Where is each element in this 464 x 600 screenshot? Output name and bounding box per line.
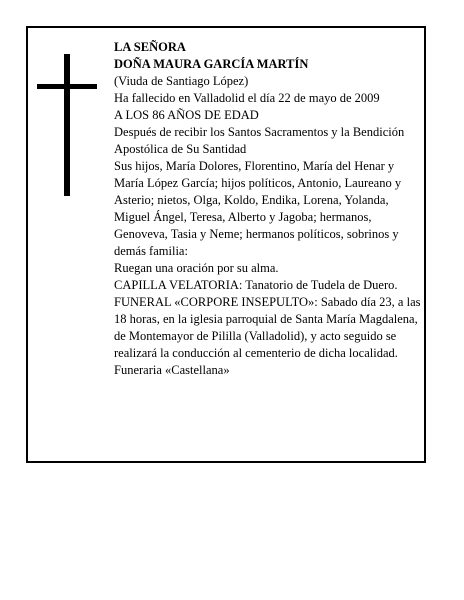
cross-icon bbox=[64, 54, 70, 196]
cross-icon-crossbar bbox=[37, 84, 97, 89]
notice-age: A LOS 86 AÑOS DE EDAD bbox=[114, 108, 259, 122]
notice-death-date: Ha fallecido en Valladolid el día 22 de mayo de 2009 bbox=[114, 91, 380, 105]
notice-chapel: CAPILLA VELATORIA: Tanatorio de Tudela de Duero. bbox=[114, 278, 398, 292]
notice-funeral-home: Funeraria «Castellana» bbox=[114, 363, 230, 377]
notice-prayer: Ruegan una oración por su alma. bbox=[114, 261, 279, 275]
notice-family: Sus hijos, María Dolores, Florentino, María del Henar y María López García; hijos políticos, Antonio, Laureano y Asterio; nietos, Olga, Koldo, Endika, Lorena, Yolanda, Miguel Ángel, Teresa, Alberto y Jagoba; hermanos, Genoveva, Tasia y Neme; hermanos políticos, sobrinos y demás familia: bbox=[114, 159, 402, 258]
notice-funeral: FUNERAL «CORPORE INSEPULTO»: Sabado día 23, a las 18 horas, en la iglesia parroquial de Santa María Magdalena, de Montemayor de Pililla (Valladolid), y acto seguido se realizará la conducción al cementerio de dicha localidad. bbox=[114, 295, 421, 360]
notice-sacraments: Después de recibir los Santos Sacramentos y la Bendición Apostólica de Su Santidad bbox=[114, 125, 405, 156]
notice-widow-of: (Viuda de Santiago López) bbox=[114, 74, 249, 88]
notice-heading-title: LA SEÑORA bbox=[114, 40, 186, 54]
notice-deceased-name: DOÑA MAURA GARCÍA MARTÍN bbox=[114, 57, 309, 71]
obituary-text bbox=[114, 39, 424, 379]
